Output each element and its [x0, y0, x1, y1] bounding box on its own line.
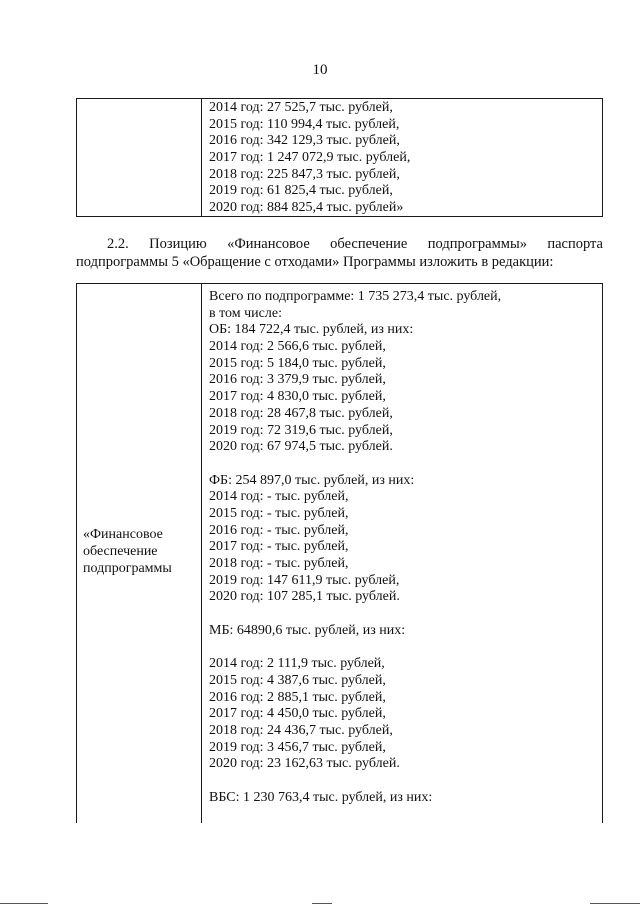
funding-table [76, 283, 603, 823]
funding-line: в том числе: [209, 305, 282, 321]
funding-line: 2019 год: 72 319,6 тыс. рублей, [209, 422, 393, 438]
paragraph-line-1: 2.2. Позицию «Финансовое обеспечение подпрограммы» паспорта [107, 236, 603, 252]
funding-line: 2014 год: - тыс. рублей, [209, 489, 349, 505]
table1-right-cell [209, 100, 596, 217]
table1-line: 2018 год: 225 847,3 тыс. рублей, [209, 166, 400, 182]
funding-line: 2016 год: - тыс. рублей, [209, 522, 349, 538]
funding-line: ВБС: 1 230 763,4 тыс. рублей, из них: [209, 789, 433, 805]
funding-table-continuation [76, 98, 603, 217]
paragraph-line-2: подпрограммы 5 «Обращение с отходами» Программы изложить в редакции: [76, 254, 554, 270]
left-cell-line: подпрограммы [83, 561, 172, 576]
blank-line [209, 456, 596, 473]
funding-line: 2020 год: 107 285,1 тыс. рублей. [209, 589, 400, 605]
funding-line: Всего по подпрограмме: 1 735 273,4 тыс. рублей, [209, 289, 502, 304]
funding-line: 2015 год: 5 184,0 тыс. рублей, [209, 355, 386, 371]
table1-line: 2016 год: 342 129,3 тыс. рублей, [209, 133, 400, 149]
column-divider [201, 99, 202, 216]
funding-line: ОБ: 184 722,4 тыс. рублей, из них: [209, 322, 414, 338]
table2-right-cell [209, 289, 596, 806]
left-cell-line: «Финансовое [83, 527, 163, 542]
funding-line: 2014 год: 2 566,6 тыс. рублей, [209, 339, 386, 355]
table2-left-cell [83, 526, 199, 577]
funding-line: 2015 год: - тыс. рублей, [209, 505, 349, 521]
scan-edge-mark [312, 903, 332, 904]
table1-line: 2014 год: 27 525,7 тыс. рублей, [209, 100, 393, 115]
funding-line: 2018 год: 24 436,7 тыс. рублей, [209, 722, 393, 738]
funding-line: 2016 год: 3 379,9 тыс. рублей, [209, 372, 386, 388]
funding-line: 2014 год: 2 111,9 тыс. рублей, [209, 656, 385, 672]
table1-line: 2019 год: 61 825,4 тыс. рублей, [209, 183, 393, 199]
funding-line: 2020 год: 23 162,63 тыс. рублей. [209, 756, 400, 772]
scan-edge-mark [590, 903, 640, 904]
blank-line [209, 606, 596, 623]
funding-line: 2017 год: 4 450,0 тыс. рублей, [209, 706, 386, 722]
table1-line: 2015 год: 110 994,4 тыс. рублей, [209, 116, 400, 132]
blank-line [209, 773, 596, 790]
page-number: 10 [312, 62, 328, 78]
funding-line: МБ: 64890,6 тыс. рублей, из них: [209, 622, 406, 638]
funding-line: 2016 год: 2 885,1 тыс. рублей, [209, 689, 386, 705]
funding-line: 2015 год: 4 387,6 тыс. рублей, [209, 672, 386, 688]
funding-line: 2019 год: 147 611,9 тыс. рублей, [209, 572, 400, 588]
funding-line: 2017 год: - тыс. рублей, [209, 539, 349, 555]
funding-line: 2017 год: 4 830,0 тыс. рублей, [209, 389, 386, 405]
table1-line: 2020 год: 884 825,4 тыс. рублей» [209, 200, 404, 216]
amendment-paragraph [76, 235, 603, 271]
blank-line [209, 639, 596, 656]
funding-line: 2018 год: - тыс. рублей, [209, 556, 349, 571]
funding-line: 2019 год: 3 456,7 тыс. рублей, [209, 739, 386, 755]
column-divider [201, 284, 202, 823]
left-cell-line: обеспечение [83, 544, 158, 559]
funding-line: 2020 год: 67 974,5 тыс. рублей. [209, 439, 393, 455]
funding-line: 2018 год: 28 467,8 тыс. рублей, [209, 405, 393, 421]
scan-edge-mark [0, 903, 48, 904]
funding-line: ФБ: 254 897,0 тыс. рублей, из них: [209, 472, 415, 488]
table1-line: 2017 год: 1 247 072,9 тыс. рублей, [209, 150, 411, 166]
